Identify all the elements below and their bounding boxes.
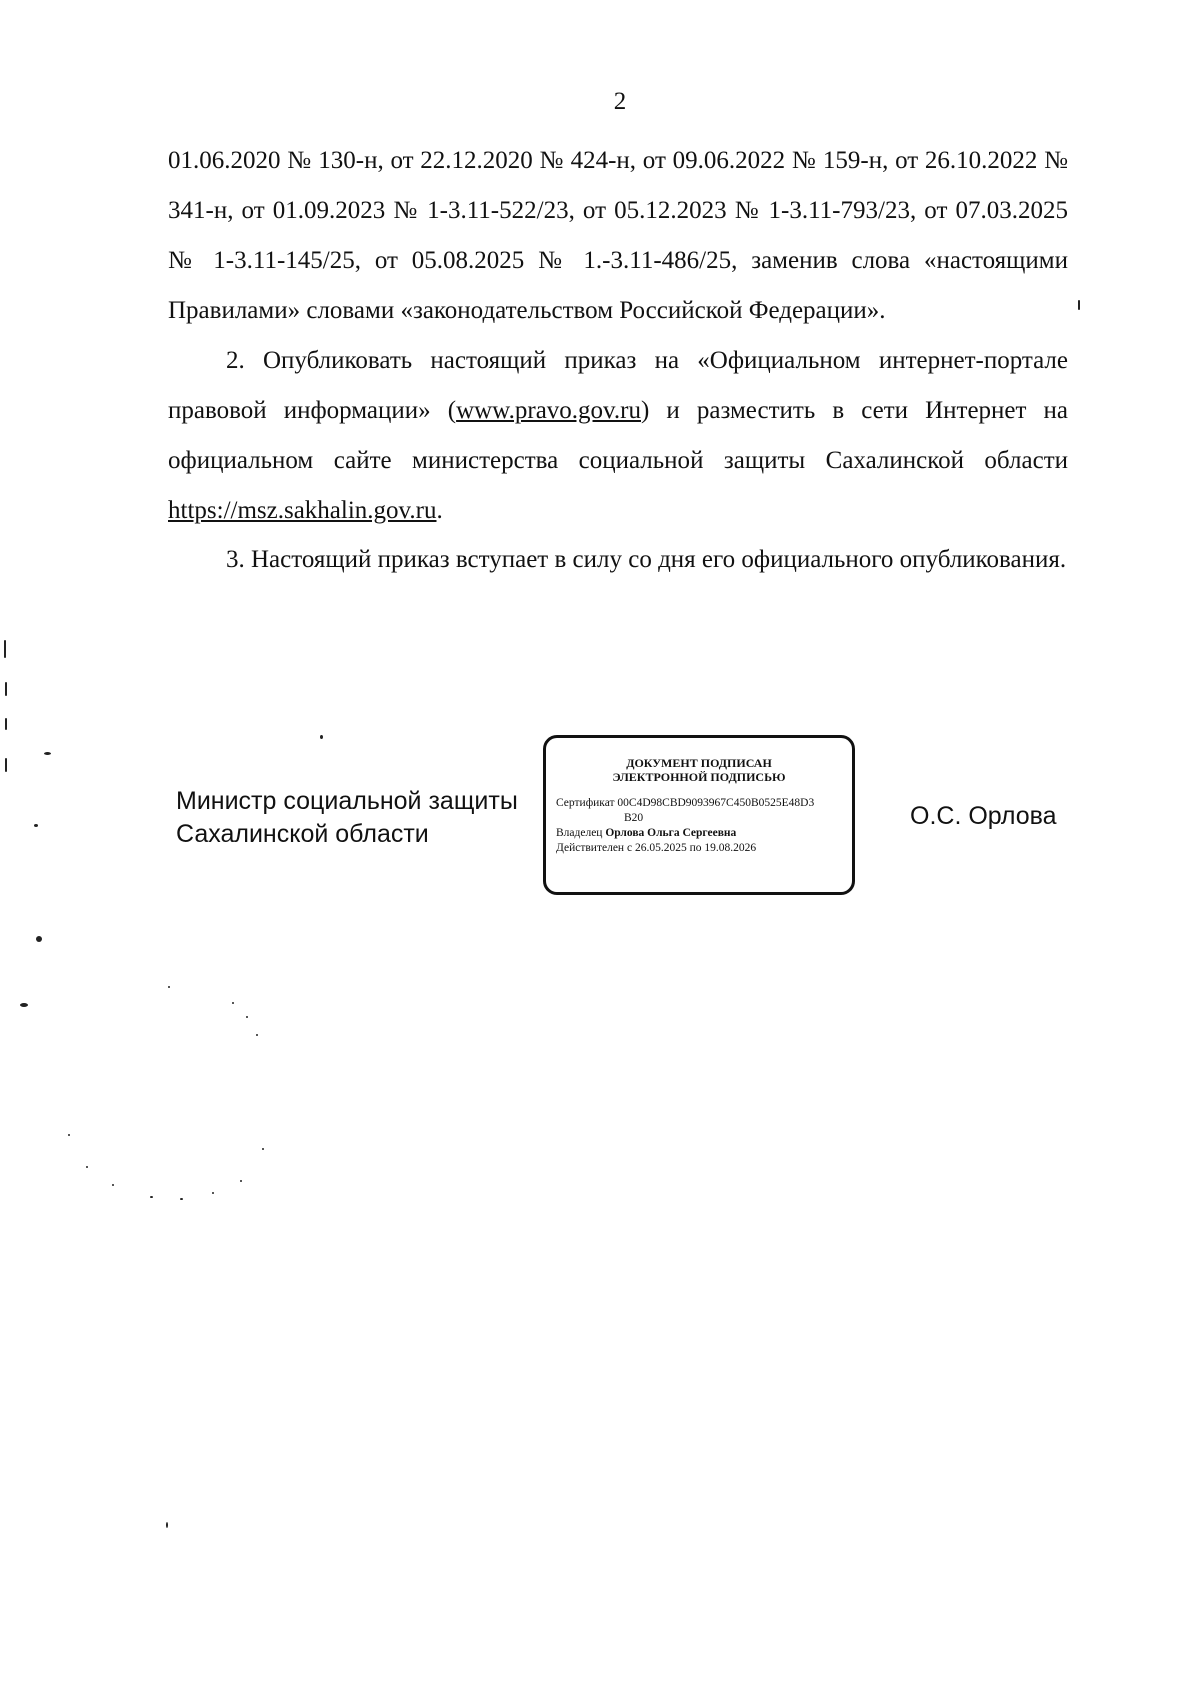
scan-speck bbox=[240, 1180, 242, 1182]
msz-link[interactable]: https://msz.sakhalin.gov.ru bbox=[168, 497, 437, 524]
scan-speck bbox=[168, 986, 170, 988]
scan-speck bbox=[36, 936, 42, 942]
scan-speck bbox=[320, 735, 323, 739]
paragraph-2 bbox=[168, 336, 1068, 536]
scan-speck bbox=[5, 758, 7, 772]
paragraph-2-text-start: 2. Опубликовать настоящий приказ на «Официальном интернет-портале правовой информации» ( bbox=[168, 347, 1068, 424]
stamp-title-line-1: ДОКУМЕНТ ПОДПИСАН bbox=[626, 756, 772, 770]
signer-name: О.С. Орлова bbox=[910, 802, 1057, 830]
stamp-owner-label: Владелец bbox=[556, 827, 603, 839]
stamp-owner bbox=[556, 826, 852, 841]
scan-speck bbox=[1078, 300, 1080, 310]
scan-speck bbox=[20, 1003, 28, 1007]
scan-speck bbox=[5, 682, 7, 696]
scan-speck bbox=[86, 1166, 88, 1168]
scan-speck bbox=[4, 640, 6, 658]
scan-speck bbox=[5, 718, 7, 730]
paragraph-1: 01.06.2020 № 130-н, от 22.12.2020 № 424-н, от 09.06.2022 № 159-н, от 26.10.2022 № 341-н, от 01.09.2023 № 1-3.11-522/23, от 05.12.2023 № 1-3.11-793/23, от 07.03.2025 № 1-3.11-145/25, от 05.08.2025 № 1.-3.11-486/25, заменив слова «настоящими Правилами» словами «законодательством Российской Федерации». bbox=[168, 147, 1068, 324]
pravo-link[interactable]: www.pravo.gov.ru bbox=[456, 397, 641, 424]
paragraph-2-text-end: . bbox=[436, 497, 443, 524]
signer-title-line-2: Сахалинской области bbox=[176, 820, 429, 848]
scan-speck bbox=[262, 1148, 264, 1150]
signer-title-line-1: Министр социальной защиты bbox=[176, 787, 518, 815]
scan-speck bbox=[34, 824, 38, 827]
stamp-certificate-label: Сертификат bbox=[556, 797, 615, 809]
document-body bbox=[168, 136, 1068, 576]
stamp-title bbox=[546, 756, 852, 784]
scan-speck bbox=[232, 1002, 234, 1004]
scan-speck bbox=[180, 1198, 183, 1200]
page-number: 2 bbox=[613, 88, 627, 115]
stamp-validity: Действителен с 26.05.2025 по 19.08.2026 bbox=[556, 842, 757, 854]
scan-speck bbox=[150, 1196, 153, 1198]
paragraph-3: 3. Настоящий приказ вступает в силу со дня его официального опубликования. bbox=[226, 546, 1067, 573]
scan-speck bbox=[112, 1184, 114, 1186]
scan-speck bbox=[256, 1034, 258, 1036]
stamp-title-line-2: ЭЛЕКТРОННОЙ ПОДПИСЬЮ bbox=[612, 770, 786, 784]
electronic-signature-stamp bbox=[543, 735, 855, 895]
scan-speck bbox=[246, 1016, 248, 1018]
signer-title bbox=[176, 785, 518, 851]
stamp-certificate bbox=[556, 796, 852, 811]
stamp-certificate-number: 00C4D98CBD9093967C450B0525E48D3 bbox=[617, 797, 815, 809]
scan-speck bbox=[166, 1522, 168, 1528]
stamp-owner-name: Орлова Ольга Сергеевна bbox=[605, 827, 737, 839]
scan-speck bbox=[68, 1134, 70, 1136]
stamp-certificate-tail: B20 bbox=[624, 812, 644, 824]
paragraph-2-text-middle: ) и разместить в сети Интернет на официальном сайте министерства социальной защиты Сахалинской области bbox=[168, 397, 1069, 474]
scan-speck bbox=[212, 1192, 214, 1194]
scan-speck bbox=[44, 752, 51, 755]
